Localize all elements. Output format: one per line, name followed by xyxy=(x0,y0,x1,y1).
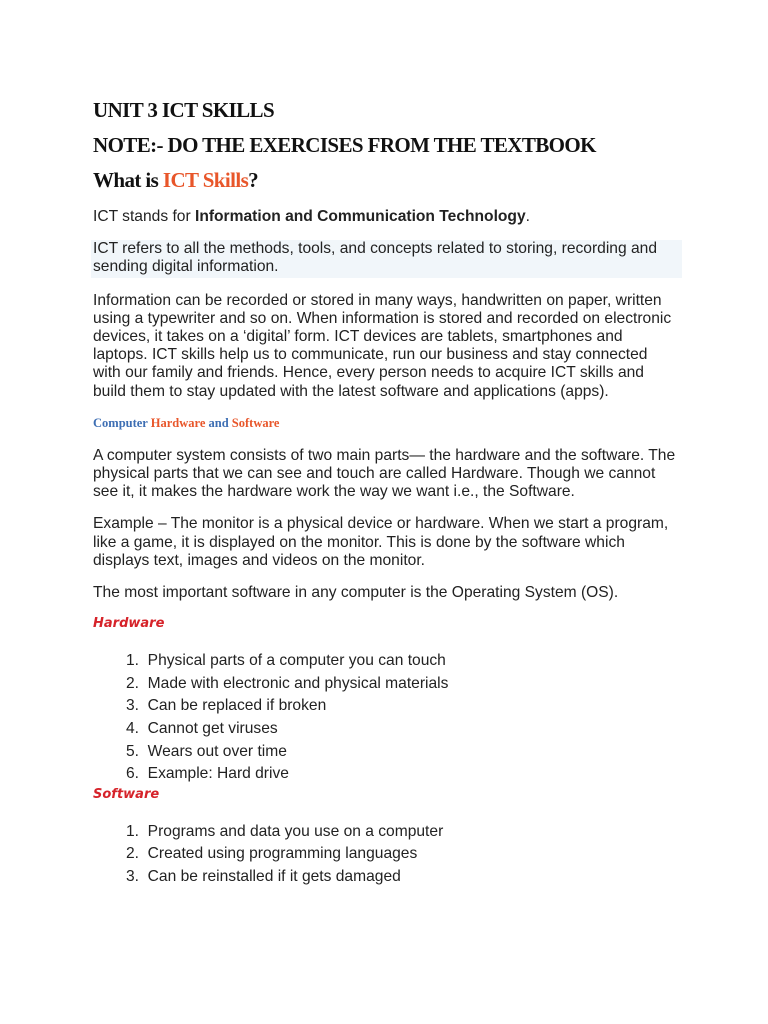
title-word-software: Software xyxy=(231,415,280,430)
list-item xyxy=(93,821,678,844)
what-is-heading xyxy=(93,166,678,194)
example-paragraph: Example – The monitor is a physical device or hardware. When we start a program, like a game, it is displayed on the monitor. This is done by the software which displays text, images and videos on the monitor. xyxy=(93,515,669,569)
unit-title: UNIT 3 ICT SKILLS xyxy=(93,98,275,122)
what-is-prefix: What is xyxy=(93,168,163,192)
list-item xyxy=(93,843,678,866)
list-number: 5. xyxy=(125,742,139,760)
ict-full-form: Information and Communication Technology xyxy=(194,208,526,225)
list-text: Can be reinstalled if it gets damaged xyxy=(147,868,401,885)
computer-system-paragraph: A computer system consists of two main parts— the hardware and the software. The physical parts that we can see and touch are called Hardware. Though we cannot see it, it makes the hardware work the way we want i.e., the Software. xyxy=(93,446,676,501)
list-item xyxy=(93,741,678,764)
list-text: Example: Hard drive xyxy=(147,765,289,783)
ict-definition-prefix: ICT stands for xyxy=(93,208,195,225)
list-number: 2. xyxy=(125,674,139,692)
list-number: 6. xyxy=(125,765,139,783)
list-text: Wears out over time xyxy=(147,742,287,760)
list-text: Made with electronic and physical materials xyxy=(147,674,449,692)
list-number: 4. xyxy=(125,720,139,738)
title-word-computer: Computer xyxy=(93,415,148,430)
title-word-hardware: Hardware xyxy=(150,415,206,430)
ict-definition-paragraph xyxy=(93,208,678,226)
ict-refers-paragraph: ICT refers to all the methods, tools, and concepts related to storing, recording and sending digital information. xyxy=(91,240,682,277)
list-item xyxy=(93,695,678,718)
list-number: 1. xyxy=(125,822,139,840)
list-text: Physical parts of a computer you can touch xyxy=(147,652,446,670)
computer-hardware-software-title xyxy=(93,415,678,431)
list-number: 3. xyxy=(125,697,139,715)
what-is-suffix: ? xyxy=(248,168,259,192)
list-item xyxy=(93,763,678,786)
list-item xyxy=(93,866,678,889)
list-number: 2. xyxy=(125,845,139,863)
information-paragraph: Information can be recorded or stored in many ways, handwritten on paper, written using a typewriter and so on. When information is stored and recorded on electronic devices, it takes on a ‘digital’ form. ICT devices are tablets, smartphones and laptops. ICT skills help us to communicate, run our business and stay connected with our family and friends. Hence, every person needs to acquire ICT skills and build them to stay updated with the latest software and applications (apps). xyxy=(93,291,672,400)
list-text: Cannot get viruses xyxy=(147,720,278,738)
ict-definition-suffix: . xyxy=(525,208,530,225)
list-number: 3. xyxy=(125,868,139,885)
list-text: Can be replaced if broken xyxy=(147,697,327,715)
document-body xyxy=(93,96,678,889)
title-word-and: and xyxy=(208,415,229,430)
hardware-heading: Hardware xyxy=(93,616,165,632)
hardware-list xyxy=(93,650,678,786)
note-heading: NOTE:- DO THE EXERCISES FROM THE TEXTBOOK xyxy=(93,133,596,157)
ict-skills-highlight: ICT Skills xyxy=(162,168,249,192)
list-text: Programs and data you use on a computer xyxy=(147,822,444,840)
software-list xyxy=(93,821,678,889)
list-number: 1. xyxy=(125,652,139,670)
software-heading: Software xyxy=(93,786,160,802)
list-item xyxy=(93,718,678,741)
list-text: Created using programming languages xyxy=(147,845,418,863)
operating-system-paragraph: The most important software in any computer is the Operating System (OS). xyxy=(93,584,619,602)
list-item xyxy=(93,650,678,673)
list-item xyxy=(93,673,678,696)
